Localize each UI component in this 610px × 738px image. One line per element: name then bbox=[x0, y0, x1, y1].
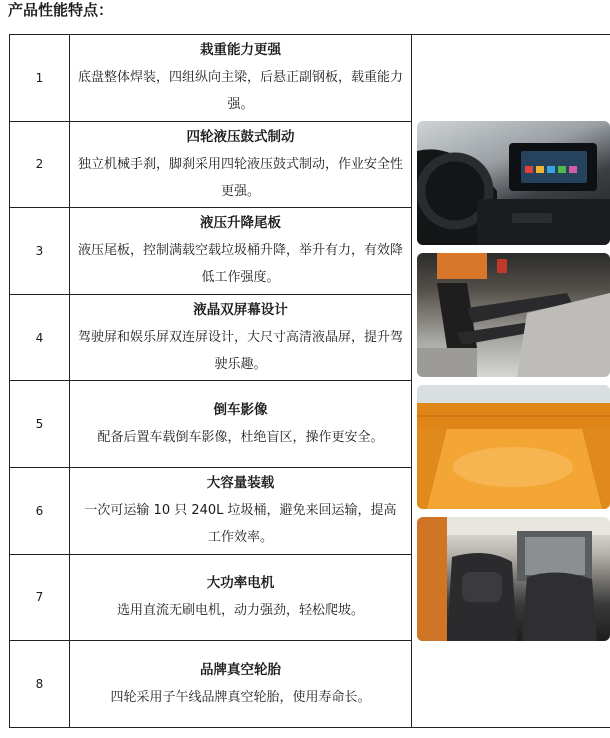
cargo-bed-photo bbox=[417, 385, 610, 509]
feature-description bbox=[70, 381, 412, 468]
cab-interior-photo bbox=[417, 517, 610, 641]
feature-description bbox=[70, 208, 412, 295]
feature-text: 独立机械手刹，脚刹采用四轮液压鼓式制动，作业安全性更强。 bbox=[78, 156, 404, 199]
row-number: 7 bbox=[10, 554, 70, 641]
feature-description bbox=[70, 554, 412, 641]
feature-description bbox=[70, 121, 412, 208]
dashboard-photo bbox=[417, 121, 610, 245]
feature-title: 栽重能力更强 bbox=[200, 42, 281, 59]
feature-text: 四轮采用子午线品牌真空轮胎，使用寿命长。 bbox=[110, 689, 371, 705]
feature-title: 四轮液压鼓式制动 bbox=[186, 128, 295, 145]
row-number: 3 bbox=[10, 208, 70, 295]
feature-text: 选用直流无刷电机，动力强劲，轻松爬坡。 bbox=[116, 603, 364, 619]
feature-title: 倒车影像 bbox=[213, 402, 268, 419]
row-number: 6 bbox=[10, 467, 70, 554]
row-number: 4 bbox=[10, 294, 70, 381]
feature-text: 驾驶屏和娱乐屏双连屏设计，大尺寸高清液晶屏，提升驾驶乐趣。 bbox=[78, 330, 404, 373]
feature-title: 液压升降尾板 bbox=[200, 215, 281, 232]
row-number: 1 bbox=[10, 35, 70, 122]
feature-description bbox=[70, 641, 412, 728]
feature-description bbox=[70, 35, 412, 122]
photo-column bbox=[412, 35, 610, 728]
row-number: 2 bbox=[10, 121, 70, 208]
table-row bbox=[10, 35, 610, 122]
feature-title: 液晶双屏幕设计 bbox=[193, 302, 288, 319]
row-number: 8 bbox=[10, 641, 70, 728]
feature-text: 底盘整体焊装，四组纵向主梁，后悬正副钢板，载重能力强。 bbox=[78, 70, 404, 113]
feature-text: 一次可运输 10 只 240L 垃圾桶，避免来回运输，提高工作效率。 bbox=[84, 503, 397, 546]
row-number: 5 bbox=[10, 381, 70, 468]
feature-description bbox=[70, 294, 412, 381]
feature-description bbox=[70, 467, 412, 554]
feature-text: 液压尾板，控制满载空载垃圾桶升降，举升有力，有效降低工作强度。 bbox=[78, 243, 404, 286]
section-heading: 产品性能特点： bbox=[8, 1, 114, 19]
feature-title: 大功率电机 bbox=[206, 575, 275, 592]
feature-text: 配备后置车载倒车影像，杜绝盲区，操作更安全。 bbox=[97, 430, 384, 446]
feature-title: 品牌真空轮胎 bbox=[200, 661, 281, 678]
hydraulic-tailgate-photo bbox=[417, 253, 610, 377]
feature-title: 大容量装载 bbox=[206, 475, 275, 492]
feature-table bbox=[9, 34, 610, 728]
